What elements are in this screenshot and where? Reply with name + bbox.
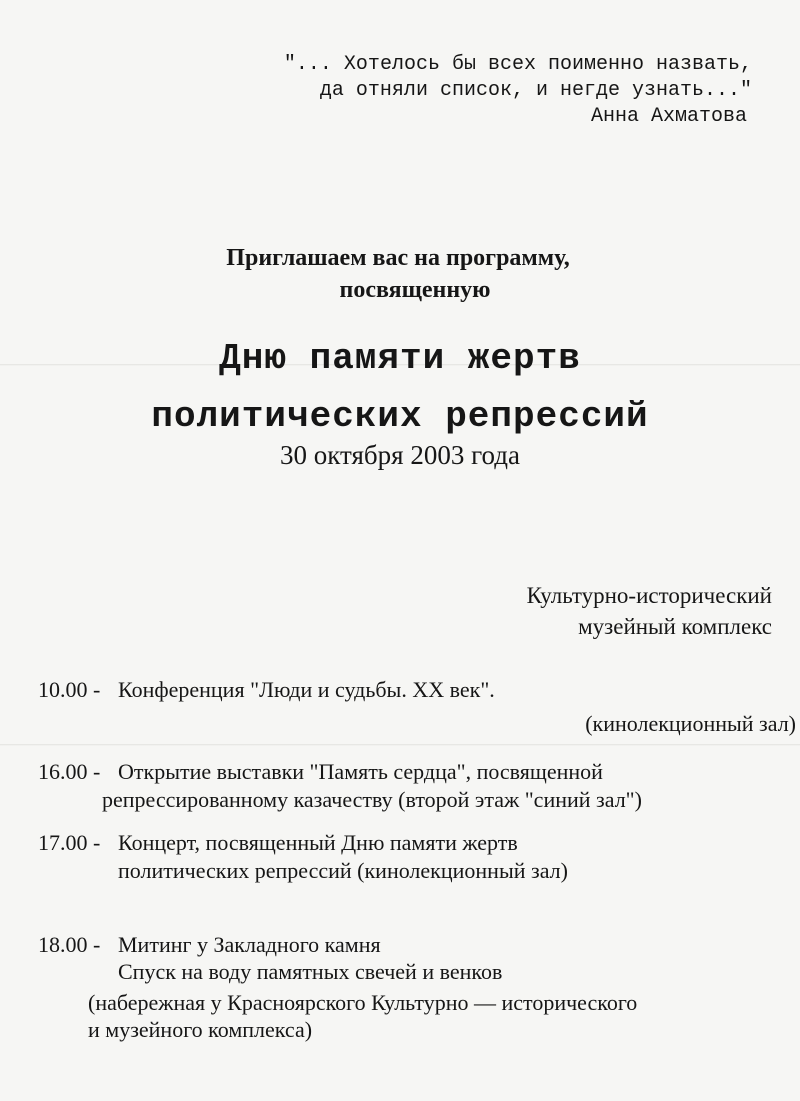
schedule-item (38, 931, 798, 1051)
schedule-text: Конференция "Люди и судьбы. XX век". (118, 677, 495, 702)
invitation-line-2: посвященную (339, 277, 491, 303)
event-title-line-1: Дню памяти жертв (219, 338, 581, 379)
schedule-location: (набережная у Красноярского Культурно — исторического (88, 990, 638, 1015)
epigraph-line-1: "... Хотелось бы всех поименно назвать, (283, 53, 752, 76)
venue (372, 580, 772, 642)
venue-line-1: Культурно-исторический (526, 583, 772, 608)
schedule-text: Митинг у Закладного камня (118, 932, 381, 957)
schedule-text: политических репрессий (кинолекционный зал) (118, 858, 568, 883)
schedule-time: 18.00 - (38, 932, 101, 957)
schedule-item (38, 829, 798, 889)
schedule-text: Открытие выставки "Память сердца", посвященной (118, 759, 603, 784)
schedule-time: 16.00 - (38, 759, 101, 784)
schedule-location: (кинолекционный зал) (585, 711, 796, 736)
event-title (0, 330, 800, 446)
event-date: 30 октября 2003 года (280, 440, 520, 470)
venue-line-2: музейный комплекс (578, 614, 772, 639)
event-title-line-2: политических репрессий (151, 396, 649, 437)
schedule-item (38, 676, 798, 738)
epigraph (192, 52, 752, 130)
schedule-item (38, 758, 798, 818)
schedule-time: 17.00 - (38, 830, 101, 855)
schedule-text: репрессированному казачеству (второй этаж "синий зал") (102, 787, 642, 812)
epigraph-line-2: да отняли список, и негде узнать..." (319, 79, 752, 102)
epigraph-author: Анна Ахматова (590, 105, 747, 128)
invitation-text (0, 242, 800, 306)
schedule-text: Спуск на воду памятных свечей и венков (118, 959, 503, 984)
schedule-location: и музейного комплекса) (88, 1017, 313, 1042)
schedule-text: Концерт, посвященный Дню памяти жертв (118, 830, 518, 855)
schedule-time: 10.00 - (38, 677, 101, 702)
invitation-line-1: Приглашаем вас на программу, (226, 245, 570, 271)
paper-fold (0, 744, 800, 746)
